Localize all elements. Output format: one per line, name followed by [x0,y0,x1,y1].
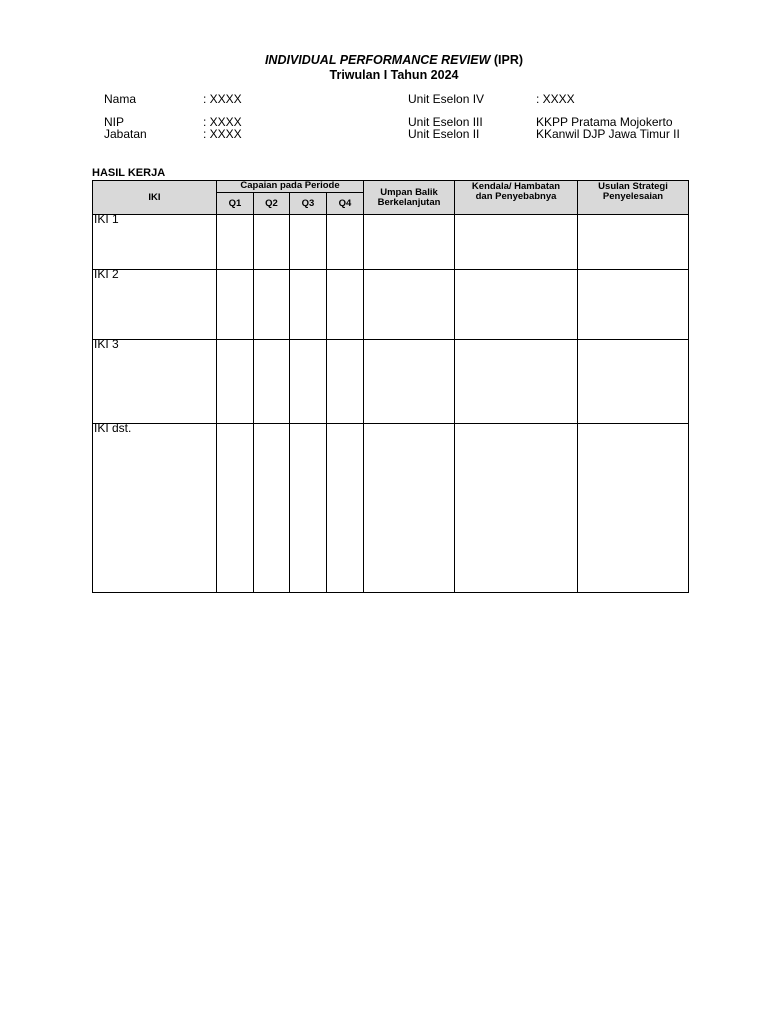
header-usulan-strategi [578,181,689,215]
cell-q1[interactable] [217,215,254,270]
header-q3: Q3 [290,193,327,215]
row-label-iki-3: IKI 3 [93,340,217,424]
cell-q2[interactable] [254,340,290,424]
header-usulan-line2: Penyelesaian [602,191,664,202]
cell-q1[interactable] [217,424,254,593]
cell-kendala[interactable] [455,215,578,270]
page-subtitle: Triwulan I Tahun 2024 [329,68,459,82]
row-label-iki-dst: IKI dst. [93,424,217,593]
cell-umpan-balik[interactable] [364,270,455,340]
cell-q2[interactable] [254,270,290,340]
unit-eselon-iii-value: KKPP Pratama Mojokerto [536,115,673,129]
table-row [93,424,689,593]
page-title-suffix: (IPR) [490,53,524,67]
cell-q4[interactable] [327,270,364,340]
nip-value: : XXXX [203,115,242,129]
cell-umpan-balik[interactable] [364,340,455,424]
cell-kendala[interactable] [455,340,578,424]
cell-q2[interactable] [254,215,290,270]
cell-q3[interactable] [290,424,327,593]
cell-kendala[interactable] [455,270,578,340]
cell-q1[interactable] [217,270,254,340]
cell-q1[interactable] [217,340,254,424]
nama-label: Nama [104,92,137,106]
page-title [0,53,768,68]
cell-usulan[interactable] [578,424,689,593]
header-capaian-periode: Capaian pada Periode [217,181,364,193]
cell-usulan[interactable] [578,215,689,270]
cell-q3[interactable] [290,270,327,340]
unit-eselon-ii-value: KKanwil DJP Jawa Timur II [536,127,680,141]
header-q4: Q4 [327,193,364,215]
section-title-hasil-kerja: HASIL KERJA [92,167,166,179]
header-umpan-balik-line2: Berkelanjutan [377,196,441,208]
table-row [93,215,689,270]
cell-q4[interactable] [327,215,364,270]
cell-usulan[interactable] [578,340,689,424]
cell-q3[interactable] [290,340,327,424]
table-row [93,340,689,424]
cell-kendala[interactable] [455,424,578,593]
header-iki: IKI [93,181,217,215]
cell-umpan-balik[interactable] [364,424,455,593]
row-label-iki-2: IKI 2 [93,270,217,340]
page-title-main: INDIVIDUAL PERFORMANCE REVIEW [264,53,491,67]
unit-eselon-ii-label: Unit Eselon II [408,127,480,141]
row-label-iki-1: IKI 1 [93,215,217,270]
hasil-kerja-table [92,180,689,593]
cell-q2[interactable] [254,424,290,593]
header-q1: Q1 [217,193,254,215]
nip-label: NIP [104,115,125,129]
jabatan-label: Jabatan [104,127,147,141]
unit-eselon-iii-label: Unit Eselon III [408,115,483,129]
unit-eselon-iv-label: Unit Eselon IV [408,92,485,106]
jabatan-value: : XXXX [203,127,242,141]
header-kendala-line2: dan Penyebabnya [475,191,557,202]
cell-q4[interactable] [327,424,364,593]
header-kendala-line1: Kendala/ Hambatan [471,181,561,192]
table-row [93,270,689,340]
header-q2: Q2 [254,193,290,215]
cell-q4[interactable] [327,340,364,424]
header-usulan-line1: Usulan Strategi [598,181,668,192]
header-umpan-balik-line1: Umpan Balik [380,186,438,198]
cell-usulan[interactable] [578,270,689,340]
header-umpan-balik [364,181,455,215]
cell-q3[interactable] [290,215,327,270]
nama-value: : XXXX [203,92,242,106]
cell-umpan-balik[interactable] [364,215,455,270]
unit-eselon-iv-value: : XXXX [536,92,575,106]
header-kendala [455,181,578,215]
